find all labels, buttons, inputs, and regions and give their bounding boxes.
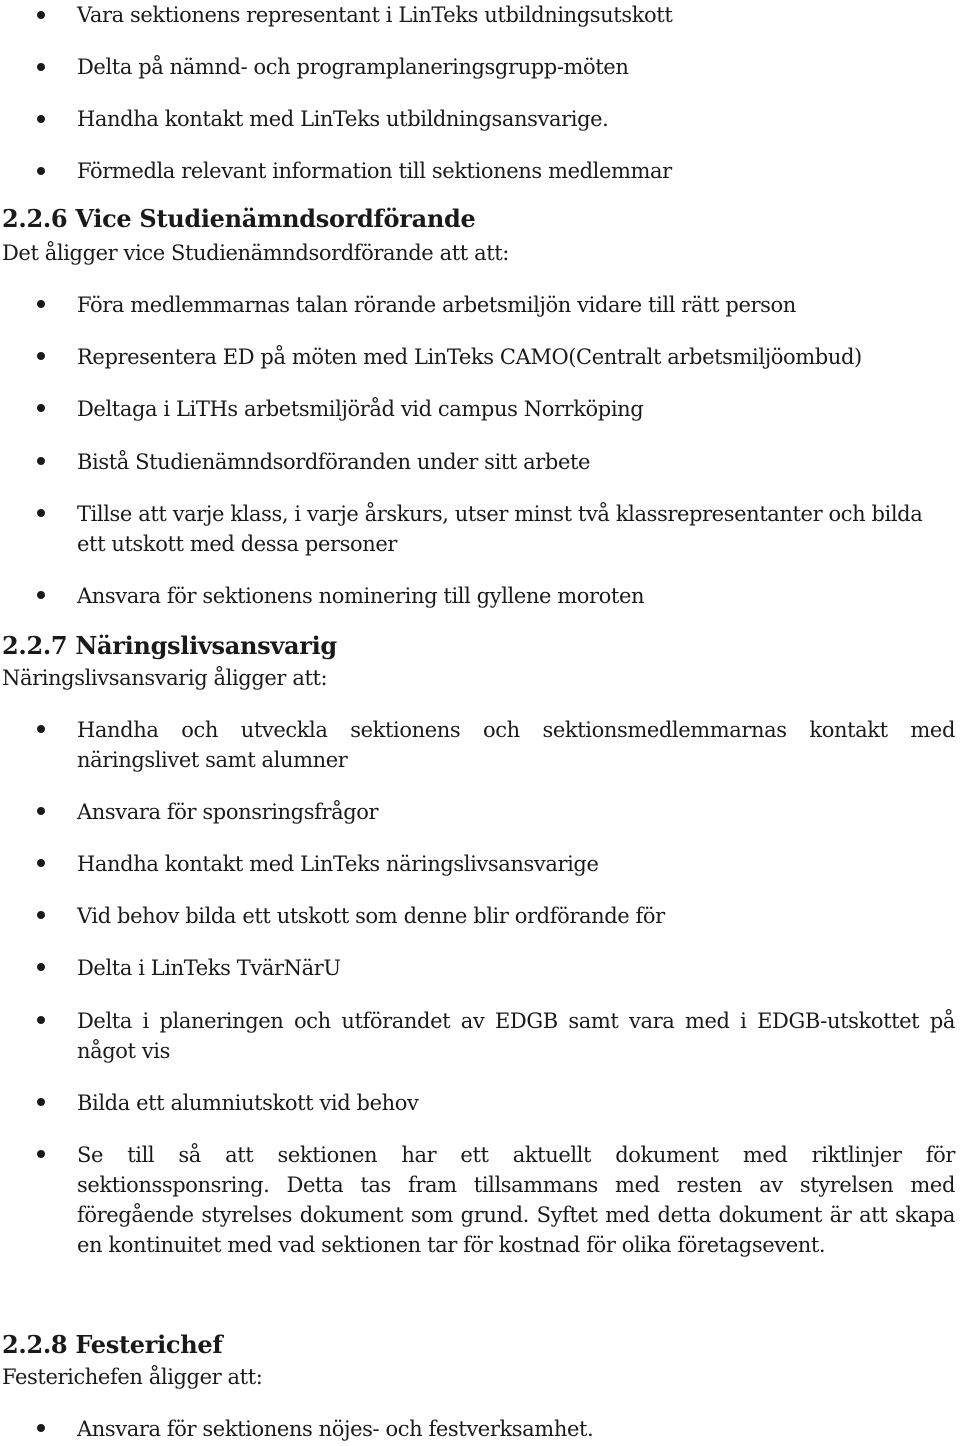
list-item-text: Se till så att sektionen har ett aktuellt dokument med riktlinjer för sektionssponsring. Detta tas fram tillsammans med resten av styrelsen med föregående styrelses dokument som grund. Syftet med detta dokument är att skapa en kontinuitet med vad sektionen tar för kostnad för olika företagsevent. — [77, 1143, 955, 1257]
list-item-text: Ansvara för sektionens nöjes- och festverksamhet. — [77, 1417, 594, 1441]
list-item-text: Ansvara för sponsringsfrågor — [77, 800, 379, 824]
bullet-icon — [37, 509, 45, 517]
bullet-icon — [37, 1150, 45, 1158]
list-item-text: Vara sektionens representant i LinTeks utbildningsutskott — [77, 3, 673, 27]
bullet-icon — [37, 725, 45, 733]
list-item-text: Tillse att varje klass, i varje årskurs, utser minst två klassrepresentanter och bilda ett utskott med dessa personer — [77, 502, 923, 556]
list-item-text: Ansvara för sektionens nominering till gyllene moroten — [77, 584, 645, 608]
bullet-icon — [37, 11, 45, 19]
bullet-icon — [37, 911, 45, 919]
list-item-text: Bilda ett alumniutskott vid behov — [77, 1091, 419, 1115]
bullet-icon — [37, 63, 45, 71]
bullet-icon — [37, 115, 45, 123]
section-heading: 2.2.7 Näringslivsansvarig — [2, 631, 337, 660]
bullet-icon — [37, 404, 45, 412]
list-item-text: Delta i LinTeks TvärNärU — [77, 956, 341, 980]
section-heading: 2.2.8 Festerichef — [2, 1330, 223, 1359]
list-item-text: Deltaga i LiTHs arbetsmiljöråd vid campus Norrköping — [77, 397, 644, 421]
list-item-text: Föra medlemmarnas talan rörande arbetsmiljön vidare till rätt person — [77, 293, 796, 317]
list-item-text: Representera ED på möten med LinTeks CAMO(Centralt arbetsmiljöombud) — [77, 345, 862, 369]
bullet-icon — [37, 300, 45, 308]
list-item-text: Bistå Studienämndsordföranden under sitt arbete — [77, 450, 591, 474]
section-heading: 2.2.6 Vice Studienämndsordförande — [2, 204, 476, 233]
list-item-text: Förmedla relevant information till sektionens medlemmar — [77, 159, 672, 183]
bullet-icon — [37, 1424, 45, 1432]
list-item-text: Delta på nämnd- och programplaneringsgrupp-möten — [77, 55, 629, 79]
bullet-icon — [37, 1016, 45, 1024]
section-intro: Näringslivsansvarig åligger att: — [2, 666, 328, 690]
bullet-icon — [37, 807, 45, 815]
bullet-icon — [37, 1098, 45, 1106]
bullet-icon — [37, 591, 45, 599]
list-item-text: Handha och utveckla sektionens och sektionsmedlemmarnas kontakt med näringslivet samt alumner — [77, 718, 955, 772]
bullet-icon — [37, 963, 45, 971]
section-intro: Det åligger vice Studienämndsordförande att att: — [2, 241, 509, 265]
bullet-icon — [37, 352, 45, 360]
list-item-text: Handha kontakt med LinTeks näringslivsansvarige — [77, 852, 599, 876]
list-item-text: Handha kontakt med LinTeks utbildningsansvarige. — [77, 107, 609, 131]
section-intro: Festerichefen åligger att: — [2, 1365, 263, 1389]
list-item-text: Vid behov bilda ett utskott som denne blir ordförande för — [77, 904, 665, 928]
bullet-icon — [37, 859, 45, 867]
bullet-icon — [37, 457, 45, 465]
bullet-icon — [37, 167, 45, 175]
list-item-text: Delta i planeringen och utförandet av EDGB samt vara med i EDGB-utskottet på något vis — [77, 1009, 955, 1063]
